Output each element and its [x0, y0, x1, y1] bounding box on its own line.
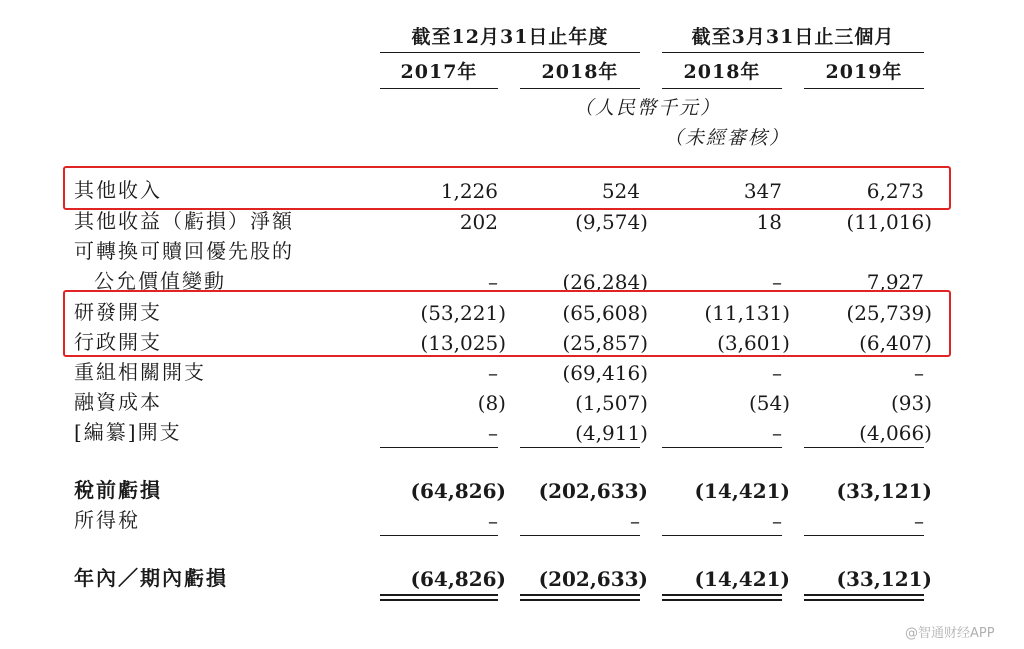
cell-value: (26,284) [562, 270, 648, 294]
row-label-income-tax: 所得稅 [74, 508, 140, 532]
subtotal-rule [380, 535, 498, 536]
cell-value: (64,826) [410, 567, 506, 591]
cell-value: (64,826) [410, 479, 506, 503]
cell-value: (8) [477, 391, 506, 415]
column-rule [662, 88, 782, 89]
total-double-rule [662, 594, 782, 601]
cell-value: – [772, 270, 782, 294]
subtotal-rule [662, 447, 782, 448]
row-label-other-income: 其他收入 [74, 178, 162, 202]
unit-note: （人民幣千元） [574, 97, 722, 119]
cell-value: – [488, 361, 498, 385]
row-label-admin-expenses: 行政開支 [74, 330, 162, 354]
period-header-annual: 截至12月31日止年度 [411, 26, 609, 48]
cell-value: (6,407) [859, 331, 932, 355]
subtotal-rule [380, 447, 498, 448]
column-rule [380, 88, 498, 89]
subtotal-rule [804, 447, 924, 448]
cell-value: 6,273 [866, 179, 924, 203]
column-header-2018-q1: 2018年 [683, 61, 761, 83]
highlight-box-other-income [63, 166, 951, 210]
cell-value: (202,633) [538, 479, 648, 503]
cell-value: – [772, 509, 782, 533]
cell-value: (11,016) [846, 210, 932, 234]
total-double-rule [380, 594, 498, 601]
cell-value: – [488, 421, 498, 445]
cell-value: 202 [459, 210, 498, 234]
cell-value: (14,421) [694, 479, 790, 503]
cell-value: (93) [890, 391, 932, 415]
total-double-rule [804, 594, 924, 601]
row-label-rnd-expenses: 研發開支 [74, 300, 162, 324]
cell-value: 524 [601, 179, 640, 203]
cell-value: (9,574) [575, 210, 648, 234]
watermark: @智通财经APP [905, 626, 995, 641]
audit-note: （未經審核） [664, 127, 791, 149]
cell-value: – [914, 509, 924, 533]
cell-value: (13,025) [420, 331, 506, 355]
column-header-2017: 2017年 [400, 61, 478, 83]
cell-value: – [772, 361, 782, 385]
column-rule [520, 88, 640, 89]
total-double-rule [520, 594, 640, 601]
cell-value: (14,421) [694, 567, 790, 591]
cell-value: (33,121) [836, 567, 932, 591]
period-header-quarterly: 截至3月31日止三個月 [691, 26, 895, 48]
cell-value: 18 [756, 210, 782, 234]
cell-value: (11,131) [704, 301, 790, 325]
cell-value: – [772, 421, 782, 445]
cell-value: (69,416) [562, 361, 648, 385]
subtotal-rule [662, 535, 782, 536]
header-rule [662, 52, 924, 53]
header-rule [380, 52, 640, 53]
row-label-preferred-shares: 可轉換可贖回優先股的 [74, 239, 294, 263]
subtotal-rule [520, 535, 640, 536]
cell-value: – [630, 509, 640, 533]
cell-value: 7,927 [866, 270, 924, 294]
row-label-fair-value-change: 公允價值變動 [94, 269, 226, 293]
row-label-other-gains: 其他收益（虧損）淨額 [74, 209, 294, 233]
cell-value: – [488, 509, 498, 533]
row-label-loss-for-period: 年內／期內虧損 [74, 566, 228, 590]
cell-value: (33,121) [836, 479, 932, 503]
column-header-2018: 2018年 [541, 61, 619, 83]
column-rule [804, 88, 924, 89]
cell-value: (4,911) [575, 421, 648, 445]
row-label-restructuring: 重組相關開支 [74, 360, 206, 384]
cell-value: (1,507) [575, 391, 648, 415]
column-header-2019-q1: 2019年 [825, 61, 903, 83]
row-label-loss-before-tax: 稅前虧損 [74, 478, 162, 502]
row-label-finance-costs: 融資成本 [74, 390, 162, 414]
cell-value: (3,601) [717, 331, 790, 355]
subtotal-rule [520, 447, 640, 448]
cell-value: (53,221) [420, 301, 506, 325]
cell-value: – [488, 270, 498, 294]
row-label-listing-expenses: [編纂]開支 [74, 420, 182, 444]
cell-value: (25,857) [562, 331, 648, 355]
cell-value: 1,226 [440, 179, 498, 203]
cell-value: (25,739) [846, 301, 932, 325]
subtotal-rule [804, 535, 924, 536]
cell-value: (202,633) [538, 567, 648, 591]
cell-value: (4,066) [859, 421, 932, 445]
highlight-box-expenses [63, 290, 951, 357]
cell-value: 347 [743, 179, 782, 203]
cell-value: (65,608) [562, 301, 648, 325]
cell-value: (54) [748, 391, 790, 415]
cell-value: – [914, 361, 924, 385]
